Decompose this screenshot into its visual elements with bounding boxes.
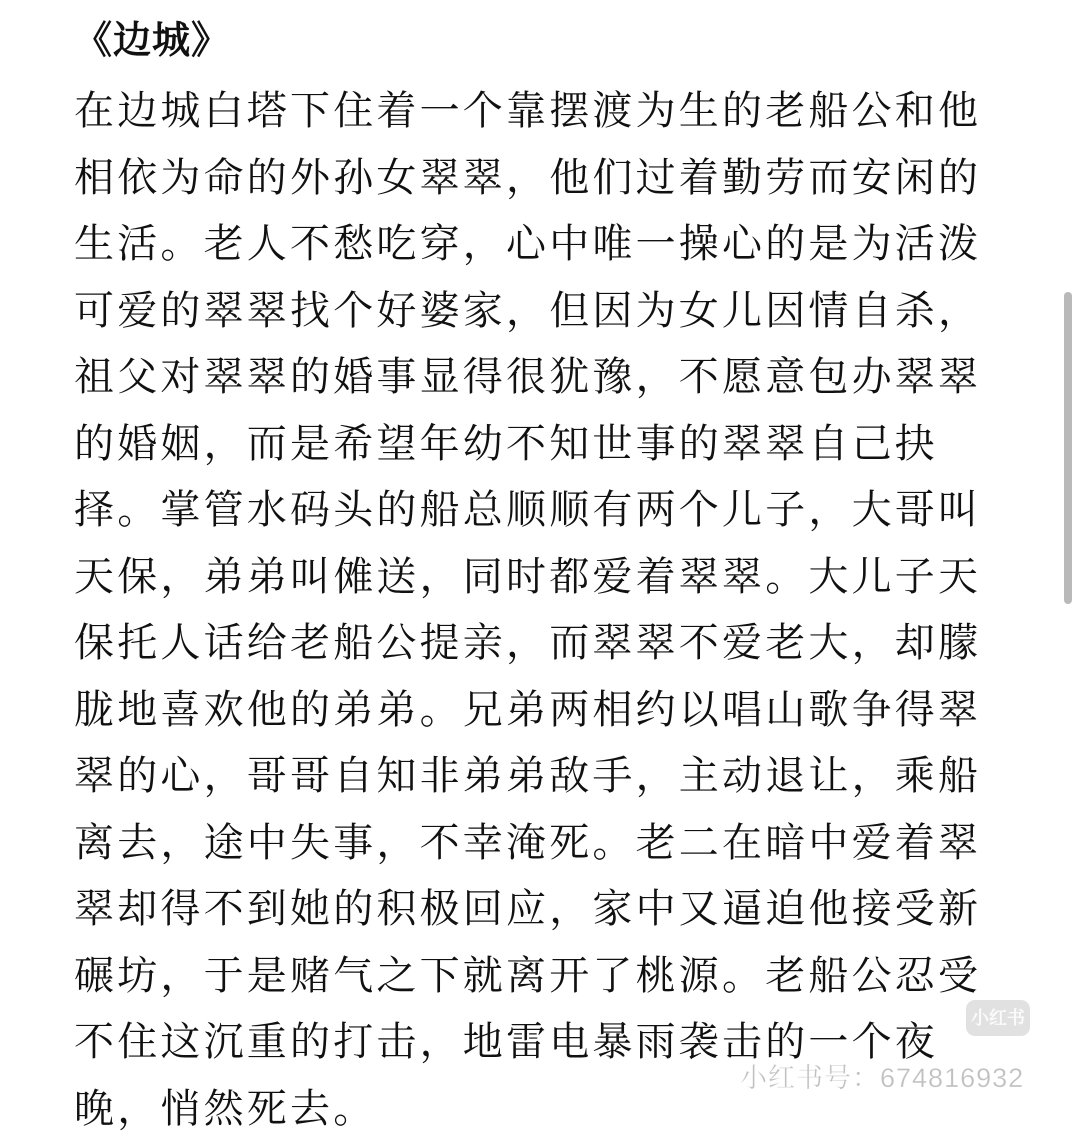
body-line: 祖父对翠翠的婚事显得很犹豫，不愿意包办翠翠 xyxy=(74,344,1034,411)
body-line: 晚，悄然死去。 xyxy=(74,1076,1034,1142)
scrollbar[interactable] xyxy=(1064,292,1072,604)
body-line: 在边城白塔下住着一个靠摆渡为生的老船公和他 xyxy=(74,78,1034,145)
body-line: 离去，途中失事，不幸淹死。老二在暗中爱着翠 xyxy=(74,810,1034,877)
body-line: 保托人话给老船公提亲，而翠翠不爱老大，却朦 xyxy=(74,610,1034,677)
body-line: 碾坊，于是赌气之下就离开了桃源。老船公忍受 xyxy=(74,943,1034,1010)
article-body xyxy=(74,78,1034,1142)
body-line: 相依为命的外孙女翠翠，他们过着勤劳而安闲的 xyxy=(74,145,1034,212)
body-line: 择。掌管水码头的船总顺顺有两个儿子，大哥叫 xyxy=(74,477,1034,544)
body-line: 胧地喜欢他的弟弟。兄弟两相约以唱山歌争得翠 xyxy=(74,677,1034,744)
body-line: 不住这沉重的打击，地雷电暴雨袭击的一个夜 xyxy=(74,1009,1034,1076)
body-line: 天保，弟弟叫傩送，同时都爱着翠翠。大儿子天 xyxy=(74,544,1034,611)
body-line: 的婚姻，而是希望年幼不知世事的翠翠自己抉 xyxy=(74,411,1034,478)
body-line: 翠的心，哥哥自知非弟弟敌手，主动退让，乘船 xyxy=(74,743,1034,810)
watermark-text: 小红书号：674816932 xyxy=(740,1058,1024,1098)
article-title: 《边城》 xyxy=(74,14,230,66)
body-line: 可爱的翠翠找个好婆家，但因为女儿因情自杀， xyxy=(74,278,1034,345)
body-line: 生活。老人不愁吃穿，心中唯一操心的是为活泼 xyxy=(74,211,1034,278)
watermark-logo: 小红书 xyxy=(966,1000,1030,1036)
body-line: 翠却得不到她的积极回应，家中又逼迫他接受新 xyxy=(74,876,1034,943)
